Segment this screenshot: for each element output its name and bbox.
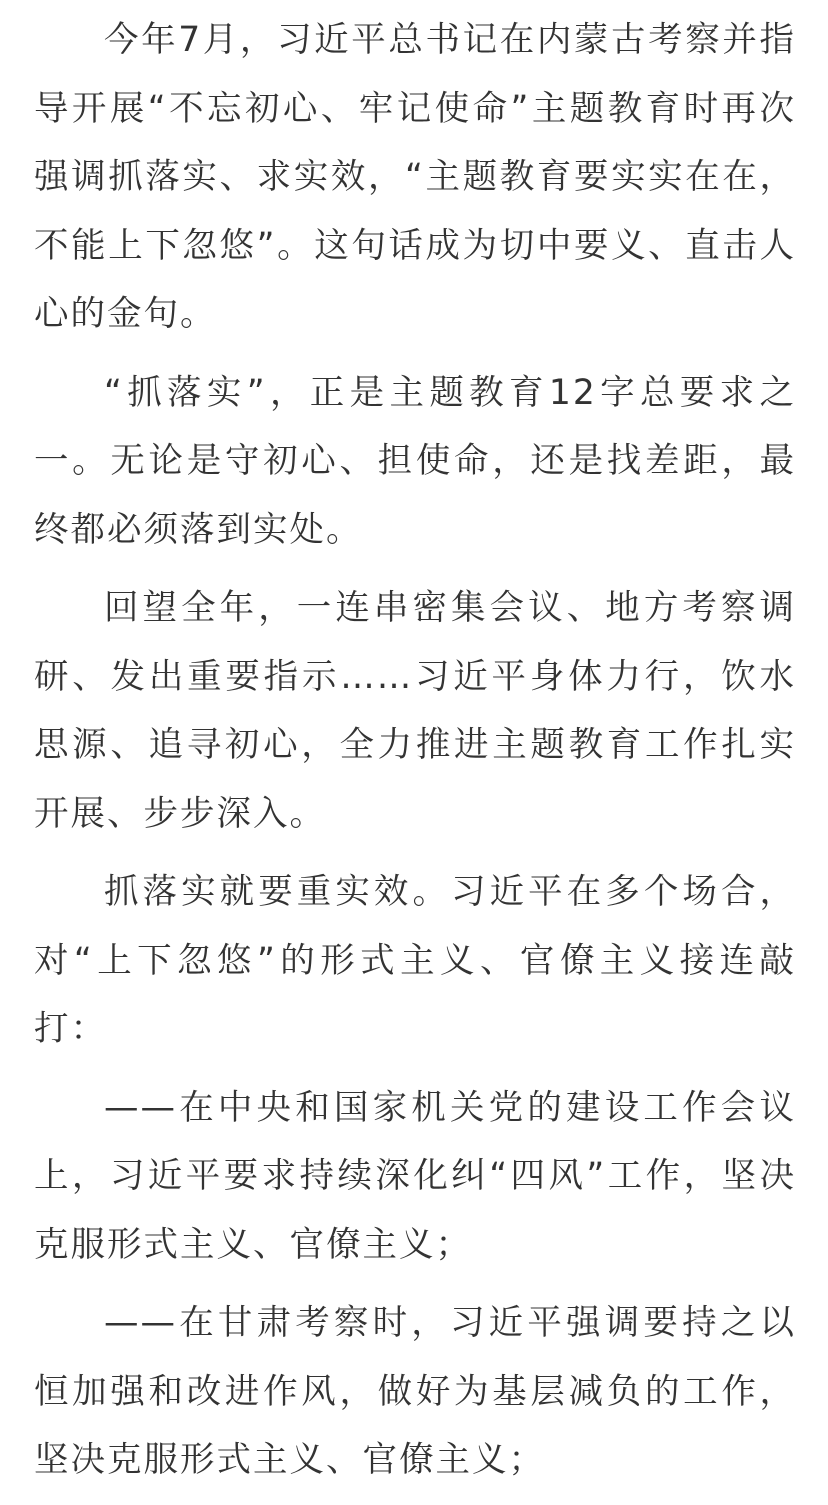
paragraph-2: “抓落实”，正是主题教育12字总要求之一。无论是守初心、担使命，还是找差距，最终都必须落到实处。 — [34, 372, 796, 550]
paragraph-4: 抓落实就要重实效。习近平在多个场合，对“上下忽悠”的形式主义、官僚主义接连敲打： — [34, 872, 796, 1049]
paragraph-1: 今年7月，习近平总书记在内蒙古考察并指导开展“不忘初心、牢记使命”主题教育时再次强调抓落实、求实效，“主题教育要实实在在，不能上下忽悠”。这句话成为切中要义、直击人心的金句。 — [34, 20, 796, 334]
paragraph-6: ——在甘肃考察时，习近平强调要持之以恒加强和改进作风，做好为基层减负的工作，坚决克服形式主义、官僚主义； — [34, 1303, 796, 1480]
article-body — [34, 6, 796, 1505]
paragraph-5: ——在中央和国家机关党的建设工作会议上，习近平要求持续深化纠“四风”工作，坚决克服形式主义、官僚主义； — [34, 1087, 796, 1265]
paragraph-3: 回望全年，一连串密集会议、地方考察调研、发出重要指示……习近平身体力行，饮水思源、追寻初心，全力推进主题教育工作扎实开展、步步深入。 — [34, 588, 796, 834]
